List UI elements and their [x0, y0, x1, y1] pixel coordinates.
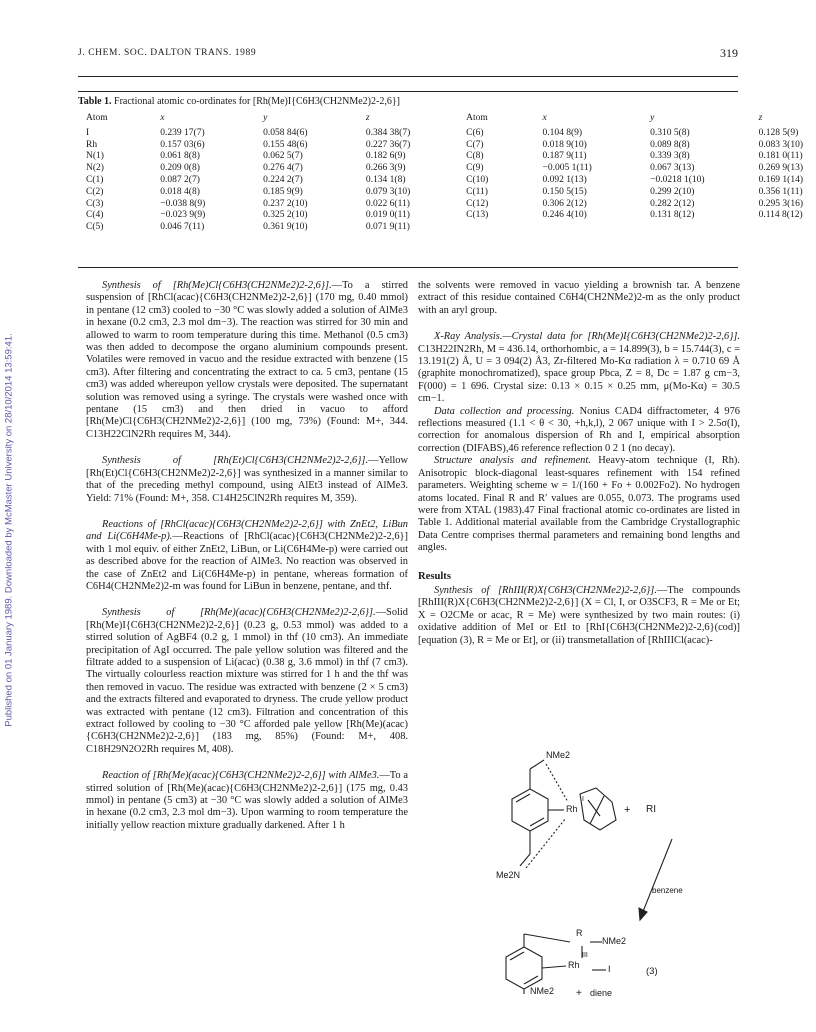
col-header-y: y — [263, 113, 268, 123]
paragraph-heading: Synthesis of [Rh(Me)Cl{C6H3(CH2NMe2)2-2,6}]. — [102, 280, 332, 291]
solvent-label: benzene — [652, 886, 683, 895]
table-cell-x — [525, 222, 623, 234]
table-cell-atom: C(7) — [466, 139, 484, 150]
table-cell-atom: N(1) — [86, 151, 104, 162]
table-cell-atom: C(8) — [466, 151, 484, 162]
table-cell-z: 0.266 3(9) — [365, 163, 406, 174]
table-cell-y: 0.062 5(7) — [263, 151, 303, 162]
table-cell-z: 0.019 0(11) — [365, 210, 410, 221]
table-cell-x: −0.023 9(9) — [160, 210, 206, 221]
table-cell-z: 0.356 1(11) — [758, 186, 803, 197]
table-cell-z: 0.071 9(11) — [365, 222, 410, 233]
table-header-row — [86, 113, 816, 128]
table-cell-y: 0.276 4(7) — [263, 163, 303, 174]
table-cell-y: 0.058 84(6) — [263, 127, 308, 138]
aryl-ring-top — [512, 789, 548, 831]
paragraph-text: Heavy-atom technique (I, Rh). Anisotropic block-diagonal least-squares refinement with 154 refined parameters. Weighting scheme w = 1/(160 + Fo + 0.002Fo2). No hydrogen atoms located. Final R and R′ values are 0.055, 0.073. The programs used were from XTAL (1983).47 Final fractional atomic co-ordinates are listed in Table 1. Additional material available from the Cambridge Crystallographic Data Centre comprises thermal parameters and remaining bond lengths and angles. — [418, 455, 740, 554]
table-cell-z: 0.384 38(7) — [365, 127, 411, 138]
table-cell-y: 0.310 5(8) — [650, 127, 690, 138]
paragraph-zinc-lithium — [86, 519, 408, 593]
col-header-z: z — [365, 113, 370, 123]
col-header-atom: Atom — [86, 113, 108, 123]
table-cell-y: 0.089 8(8) — [650, 139, 690, 150]
reaction-scheme-equation-3 — [440, 744, 740, 1004]
me2n-label: Me2N — [496, 870, 521, 880]
paragraph-data-collection — [418, 406, 740, 456]
table-cell-y: 0.282 2(12) — [650, 198, 695, 209]
table-cell-atom: I — [86, 127, 90, 138]
table-caption — [78, 96, 400, 107]
paragraph-results — [418, 585, 740, 647]
table-row — [86, 199, 816, 211]
col-header-y-2: y — [650, 113, 655, 123]
paragraph-text: —To a stirred suspension of [RhCl(acac){C6H3(CH2NMe2)2-2,6}] (170 mg, 0.40 mmol) in pentane (12 cm3) cooled to −30 °C was slowly added a solution of AlMe3 in hexane (0.2 cm3, 2.3 mol dm−3). The reaction was stirred for 30 min and allowed to warm to room temperature during this time. Methanol (0.5 cm3) was then added to decompose the organo aluminium compounds present. Volatiles were removed in vacuo and the residue extracted with benzene (15 cm3). After filtering and concentrating the extract to ca. 5 cm3, pentane (15 cm3) was added whereupon yellow crystals were deposited. The supernatant solution was removed using a syringe. The crystals were washed once with pentane (15 cm3) and then dried in vacuo to afford [Rh(Me)Cl{C6H3(CH2NMe2)2-2,6}] (100 mg, 73%) (Found: M+, 344. C13H22ClN2Rh requires M, 344). — [86, 280, 408, 440]
table-cell-x: 0.157 03(6) — [160, 139, 205, 150]
table-cell-y: 0.185 9(9) — [263, 186, 303, 197]
table-row — [86, 140, 816, 152]
equation-number: (3) — [646, 966, 658, 977]
table-cell-x: 0.306 2(12) — [542, 198, 587, 209]
table-cell-atom: C(4) — [86, 210, 104, 221]
table-cell-x: 0.239 17(7) — [160, 127, 205, 138]
table-cell-z: 0.114 8(12) — [758, 210, 803, 221]
col-header-x: x — [160, 113, 165, 123]
table-row — [86, 163, 816, 175]
paragraph-heading: Structure analysis and refinement. — [434, 455, 591, 467]
iodide-label: I — [608, 964, 611, 974]
paragraph-heading: Synthesis of [Rh(Et)Cl{C6H3(CH2NMe2)2-2,6}]. — [102, 455, 369, 467]
paragraph-text: C13H22IN2Rh, M = 436.14, orthorhombic, a = 14.899(3), b = 15.744(3), c = 13.191(2) Å, U = 3 094(2) Å3, Zr-filtered Mo-Kα radiation λ = 0.710 69 Å (graphite monochromatized), space group Pbca, Z = 8, Dc = 1.87 g cm−3, F(000) = 1 696. Crystal size: 0.13 × 0.15 × 0.25 mm, μ(Mo-Kα) = 30.5 cm−1. — [418, 343, 740, 405]
table-cell-atom: N(2) — [86, 163, 104, 174]
table-top-rule — [78, 91, 738, 92]
plus-sign-bottom: + — [576, 988, 582, 999]
table-cell-atom: C(1) — [86, 174, 104, 185]
rh-label-top: Rh — [566, 804, 578, 814]
table-cell-z: 0.227 36(7) — [365, 139, 411, 150]
table-row — [86, 128, 816, 140]
right-column — [418, 280, 740, 647]
table-cell-atom: C(3) — [86, 198, 104, 209]
paragraph-heading: Synthesis of [Rh(Me)(acac){C6H3(CH2NMe2)2-2,6}]. — [102, 607, 376, 619]
table-row — [86, 222, 816, 234]
oxidation-state-top: I — [582, 796, 584, 803]
table-row — [86, 175, 816, 187]
table-cell-y: −0.0218 1(10) — [650, 174, 705, 185]
table-cell-x: −0.038 8(9) — [160, 198, 206, 209]
col-header-atom-2: Atom — [466, 113, 488, 123]
paragraph-text: Nonius CAD4 diffractometer, 4 976 reflections measured (1.1 < θ < 30, +h,k,l), 2 067 unique with I > 2.5σ(I), correction for anomalous dispersion of Rh and I, empirical absorption correction (DIFABS),46 reference reflection 0 2 1 (no decay). — [418, 405, 740, 454]
reagent-ri: RI — [646, 804, 656, 815]
results-heading: Results — [418, 570, 451, 582]
r-label: R — [576, 928, 583, 938]
table-cell-atom: C(2) — [86, 186, 104, 197]
aryl-ring-bottom — [506, 947, 542, 989]
table-cell-y: 0.224 2(7) — [263, 174, 303, 185]
oxidation-state-bottom: III — [582, 952, 588, 959]
table-cell-y: 0.067 3(13) — [650, 163, 695, 174]
table-cell-y: 0.299 2(10) — [650, 186, 695, 197]
paragraph-heading: X-Ray Analysis.—Crystal data for [Rh(Me)I{C6H3(CH2NMe2)2-2,6}]. — [434, 331, 740, 343]
table-cell-x: 0.209 0(8) — [160, 163, 200, 174]
table-cell-y: 0.361 9(10) — [263, 222, 308, 233]
table-cell-atom: C(6) — [466, 127, 484, 138]
table-cell-atom: Rh — [86, 139, 98, 150]
table-cell-z: 0.182 6(9) — [365, 151, 406, 162]
table-cell-z: 0.083 3(10) — [758, 139, 803, 150]
paragraph-text: —Solid [Rh(Me)I{C6H3(CH2NMe2)2-2,6}] (0.23 g, 0.53 mmol) was added to a stirred solution of AgBF4 (0.2 g, 1 mmol) in thf (10 cm3). An immediate precipitation of AgI occurred. The pale yellow solution was filtered and the filtrate added to a suspension of Li(acac) (0.38 g, 3.6 mmol) in thf (7 cm3). The virtually colourless reaction mixture was stirred for 1 h and the thf was then removed in vacuo. The residue was extracted with benzene (2 × 5 cm3) and the extracts filtered and evaporated to dryness. The crude yellow product was extracted with pentane (12 cm3). Filtration and concentration of this extract followed by cooling to −30 °C afforded pale yellow [Rh(Me)(acac){C6H3(CH2NMe2)2-2,6}] (183 mg, 85%) (Found: M+, 408. C18H29N2O2Rh requires M, 408). — [86, 607, 408, 755]
paragraph-ethyl-chloride — [86, 455, 408, 505]
rh-label-bottom: Rh — [568, 960, 580, 970]
table-cell-atom: C(12) — [466, 198, 489, 209]
paragraph-continuation: the solvents were removed in vacuo yielding a brownish tar. A benzene extract of this residue contained C6H4(CH2NMe2)2-m as the only product with an aryl group. — [418, 280, 740, 316]
table-cell-x: 0.018 4(8) — [160, 186, 200, 197]
diene-label: diene — [590, 988, 613, 998]
table-cell-z: 0.169 1(14) — [758, 174, 803, 185]
table-cell-atom: C(13) — [466, 210, 489, 221]
table-cell-atom: C(5) — [86, 222, 104, 233]
running-header — [78, 46, 738, 62]
table-cell-atom: C(11) — [466, 186, 488, 197]
table-cell-y — [622, 222, 731, 234]
left-column — [86, 280, 408, 832]
paragraph-methyl-chloride — [86, 280, 408, 441]
table-cell-x: 0.061 8(8) — [160, 151, 200, 162]
table-cell-y: 0.131 8(12) — [650, 210, 695, 221]
paragraph-heading: Reaction of [Rh(Me)(acac){C6H3(CH2NMe2)2-2,6}] with AlMe3. — [102, 770, 380, 782]
table-row — [86, 187, 816, 199]
table-cell-z — [731, 222, 816, 234]
paragraph-acac — [86, 607, 408, 756]
paragraph-text: —The compounds [RhIII(R)X{C6H3(CH2NMe2)2-2,6}] (X = Cl, I, or O3SCF3, R = Me or Et; X = O2CMe or acac, R = Me) were synthesized by two main routes: (i) oxidative addition of MeI or EtI to [RhI{C6H3(CH2NMe2)2-2,6}(cod)] [equation (3), R = Me or Et], or (ii) transmetallation of [RhIIICl(acac)- — [418, 584, 740, 646]
table-cell-atom — [466, 222, 524, 234]
table-cell-z: 0.134 1(8) — [365, 174, 406, 185]
table-cell-x: 0.150 5(15) — [542, 186, 587, 197]
reaction-arrow — [642, 839, 672, 914]
paragraph-heading: Synthesis of [RhIII(R)X{C6H3(CH2NMe2)2-2,6}]. — [434, 584, 657, 596]
table-cell-atom: C(9) — [466, 163, 484, 174]
table-cell-y: 0.325 2(10) — [263, 210, 308, 221]
table-cell-x: −0.005 1(11) — [542, 163, 592, 174]
journal-title: J. CHEM. SOC. DALTON TRANS. 1989 — [78, 48, 257, 58]
table-row — [86, 210, 816, 222]
page-number: 319 — [720, 46, 738, 60]
table-cell-x: 0.087 2(7) — [160, 174, 200, 185]
table-row — [86, 151, 816, 163]
paragraph-almes — [86, 770, 408, 832]
paragraph-text: —To a stirred solution of [Rh(Me)(acac){C6H3(CH2NMe2)2-2,6}] (175 mg, 0.43 mmol) in pentane (5 cm3) at −30 °C was slowly added a solution of AlMe3 in hexane (0.2 cm3, 2.3 mol dm−3). Upon warming to room temperature the initially yellow reaction mixture gradually darkened. After 1 h — [86, 770, 408, 831]
table-cell-z: 0.022 6(11) — [365, 198, 410, 209]
n-rh-bond-top — [546, 764, 568, 802]
table-cell-x: 0.018 9(10) — [542, 139, 587, 150]
col-header-z-2: z — [758, 113, 763, 123]
nme2-label-mid: NMe2 — [602, 936, 627, 946]
col-header-x-2: x — [542, 113, 547, 123]
table-cell-x: 0.046 7(11) — [160, 222, 205, 233]
paragraph-xray — [418, 331, 740, 405]
table-cell-atom: C(10) — [466, 174, 489, 185]
table-cell-y: 0.339 3(8) — [650, 151, 690, 162]
table-cell-z: 0.269 9(13) — [758, 163, 803, 174]
table-bottom-rule — [78, 267, 738, 268]
paragraph-heading: Reactions of [RhCl(acac){C6H3(CH2NMe2)2-2,6}] with ZnEt2, LiBun and Li(C6H4Me-p). — [86, 518, 408, 543]
paragraph-heading: Data collection and processing. — [434, 405, 575, 417]
paragraph-structure — [418, 455, 740, 554]
table-cell-x: 0.187 9(11) — [542, 151, 587, 162]
nme2-label-top: NMe2 — [546, 750, 571, 760]
table-cell-z: 0.079 3(10) — [365, 186, 411, 197]
table-cell-z: 0.128 5(9) — [758, 127, 799, 138]
header-rule — [78, 76, 738, 77]
table-cell-x: 0.104 8(9) — [542, 127, 583, 138]
table-cell-z: 0.295 3(16) — [758, 198, 803, 209]
download-notice-text: Published on 01 January 1989. Downloaded by McMaster University on 28/10/2014 13:59:41. — [3, 333, 15, 727]
download-notice-sidebar — [2, 210, 16, 850]
table-cell-y: 0.155 48(6) — [263, 139, 308, 150]
plus-sign-top: + — [624, 804, 631, 816]
paragraph-text: —Yellow [Rh(Et)Cl{C6H3(CH2NMe2)2-2,6}] was synthesized in a manner similar to that of the preceding methyl compound, using AlEt3 instead of AlMe3. Yield: 71% (Found: M+, 358. C14H25ClN2Rh requires M, 359). — [86, 455, 408, 504]
nme2-label-bottom: NMe2 — [530, 986, 555, 996]
table-title: Fractional atomic co-ordinates for [Rh(Me)I{C6H3(CH2NMe2)2-2,6}] — [114, 96, 400, 107]
paragraph-text: —Reactions of [RhCl(acac){C6H3(CH2NMe2)2-2,6}] with 1 mol equiv. of either ZnEt2, LiBun, or Li(C6H4Me-p) were carried out as described above for the reaction of AlMe3. No reaction was observed in the case of ZnEt2 and Li(C6H4Me-p) in pentane, whereas formation of C6H4(CH2NMe2)2-m was found for LiBun in benzene, pentane, and thf. — [86, 531, 408, 592]
n-rh-bond-bottom — [526, 818, 566, 868]
table-label: Table 1. — [78, 96, 112, 107]
table-cell-x: 0.246 4(10) — [542, 210, 587, 221]
table-cell-y: 0.237 2(10) — [263, 198, 308, 209]
coordinates-table — [86, 113, 816, 234]
table-cell-z: 0.181 0(11) — [758, 151, 803, 162]
table-cell-x: 0.092 1(13) — [542, 174, 587, 185]
scheme-drawing — [440, 744, 740, 1004]
